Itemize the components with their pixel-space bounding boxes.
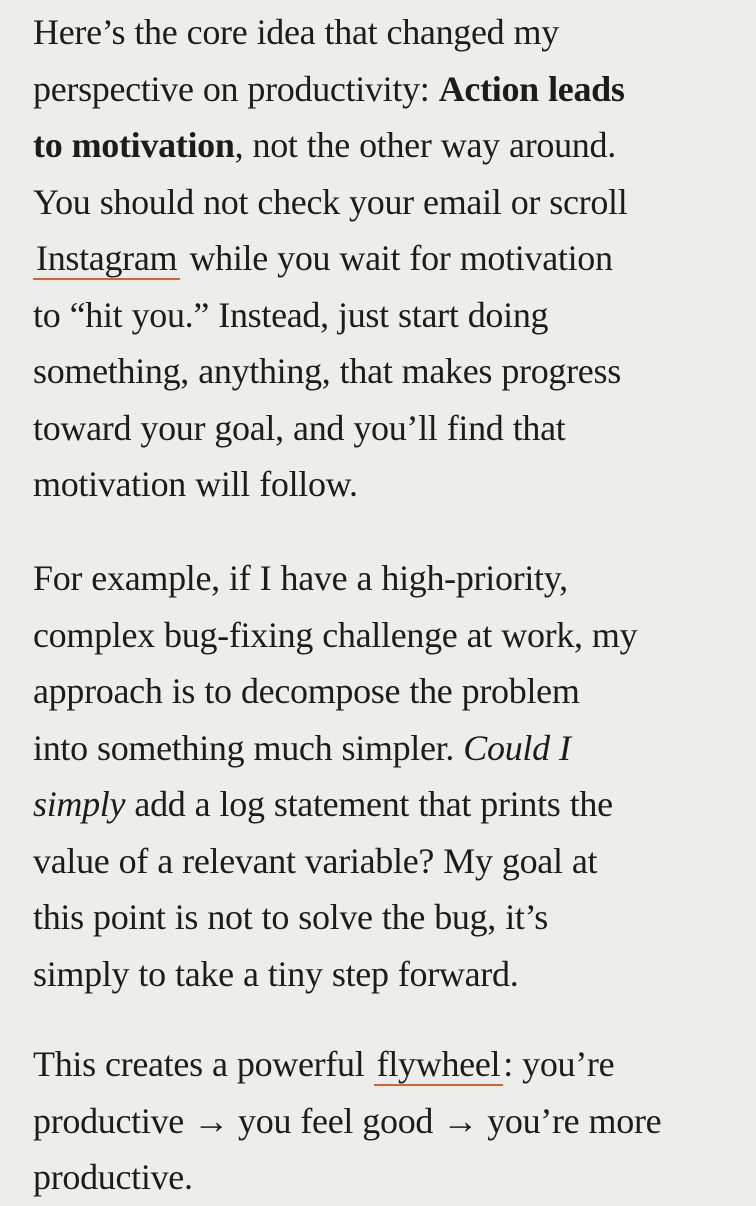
text-line — [33, 607, 723, 664]
text-line — [33, 720, 723, 777]
text-segment: approach is to decompose the problem — [33, 671, 580, 711]
text-line — [33, 776, 723, 833]
text-segment: something, anything, that makes progress — [33, 351, 621, 391]
text-segment: while you wait for motivation — [180, 238, 613, 278]
text-segment: , not the other way around. — [234, 125, 616, 165]
text-line — [33, 833, 723, 890]
text-line — [33, 343, 723, 400]
text-segment: simply to take a tiny step forward. — [33, 953, 519, 994]
instagram-link[interactable]: Instagram — [33, 238, 180, 280]
paragraph-bug-fixing-example — [33, 550, 723, 1002]
flywheel-link[interactable]: flywheel — [374, 1044, 504, 1086]
text-line — [33, 1149, 733, 1206]
paragraph-action-leads-to-motivation — [33, 4, 723, 513]
text-line — [33, 400, 723, 457]
text-segment: Here’s the core idea that changed my — [33, 12, 559, 52]
text-line — [33, 174, 723, 231]
text-segment: motivation will follow. — [33, 464, 358, 504]
text-segment: productive. — [33, 1157, 193, 1197]
text-segment: add a log statement that prints the — [125, 784, 613, 824]
text-segment: : you’re — [503, 1044, 615, 1084]
text-line — [33, 230, 723, 287]
text-segment: into something much simpler. — [33, 727, 464, 768]
bold-phrase: to motivation — [33, 125, 235, 165]
text-line — [33, 61, 723, 118]
paragraph-flywheel — [33, 1036, 733, 1206]
text-line — [33, 1036, 733, 1093]
text-line — [33, 117, 723, 174]
italic-phrase: simply — [33, 784, 126, 824]
text-segment: This creates a powerful — [33, 1044, 374, 1084]
text-segment: You should not check your email or scroll — [33, 181, 628, 222]
text-segment: For example, if I have a high-priority, — [33, 558, 568, 598]
text-segment: value of a relevant variable? My goal at — [33, 840, 598, 881]
text-line — [33, 946, 723, 1003]
text-line — [33, 1093, 733, 1150]
text-segment: this point is not to solve the bug, it’s — [33, 897, 549, 937]
text-line — [33, 663, 723, 720]
text-segment: toward your goal, and you’ll find that — [33, 407, 566, 448]
text-line — [33, 550, 723, 607]
text-line — [33, 4, 723, 61]
text-line — [33, 456, 723, 513]
italic-phrase: Could I — [463, 727, 571, 768]
text-segment: complex bug-fixing challenge at work, my — [33, 614, 638, 655]
text-line — [33, 287, 723, 344]
text-segment: productive → you feel good → you’re more — [33, 1100, 662, 1141]
text-segment: perspective on productivity: — [33, 68, 439, 109]
text-segment: to “hit you.” Instead, just start doing — [33, 294, 549, 335]
bold-phrase: Action leads — [438, 68, 625, 109]
text-line — [33, 889, 723, 946]
